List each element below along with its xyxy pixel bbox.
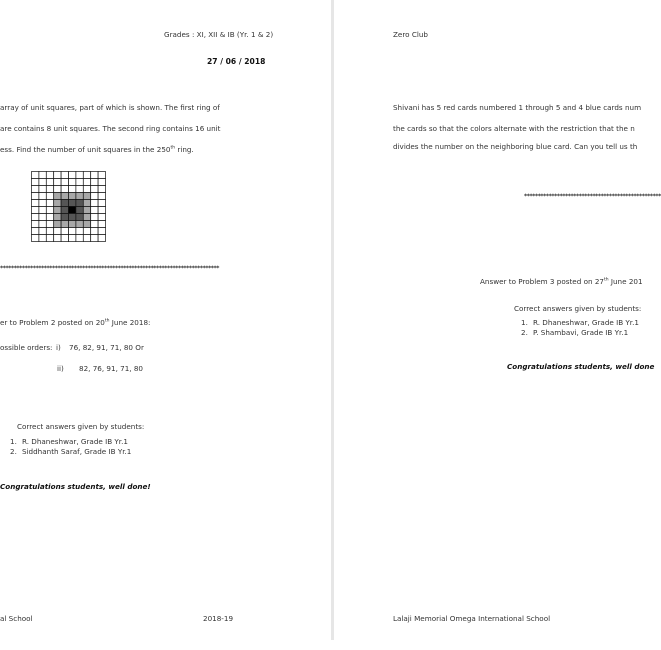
ring-square	[76, 221, 83, 228]
unit-square	[46, 235, 53, 242]
option-2-value: 82, 76, 91, 71, 80	[79, 364, 144, 373]
unit-square	[39, 179, 46, 186]
ring-square	[69, 221, 76, 228]
unit-square	[32, 235, 39, 242]
student-item: 1. R. Dhaneshwar, Grade IB Yr.1	[521, 318, 639, 327]
option-1-value: 76, 82, 91, 71, 80 Or	[69, 343, 144, 352]
unit-square	[98, 235, 105, 242]
unit-square	[39, 172, 46, 179]
orders-label: ossible orders:	[0, 343, 53, 352]
ring-square	[54, 207, 61, 214]
unit-square	[83, 186, 90, 193]
unit-square	[46, 179, 53, 186]
unit-square	[46, 228, 53, 235]
unit-square	[54, 172, 61, 179]
ring-square	[54, 221, 61, 228]
unit-square	[98, 214, 105, 221]
unit-square	[98, 179, 105, 186]
unit-square	[69, 228, 76, 235]
ring-square	[54, 200, 61, 207]
option-2-label: ii)	[57, 364, 64, 373]
unit-square	[61, 172, 68, 179]
problem-line-1: array of unit squares, part of which is shown. The first ring of	[0, 103, 220, 112]
unit-square	[54, 235, 61, 242]
right-page	[336, 0, 661, 650]
unit-square	[39, 228, 46, 235]
ring-square	[54, 214, 61, 221]
unit-square	[46, 200, 53, 207]
header-grades: Grades : XI, XII & IB (Yr. 1 & 2)	[164, 30, 274, 39]
unit-square	[54, 179, 61, 186]
unit-square	[32, 221, 39, 228]
unit-square	[46, 172, 53, 179]
unit-square	[69, 179, 76, 186]
center-square	[69, 207, 76, 214]
unit-square	[98, 221, 105, 228]
problem-date: 27 / 06 / 2018	[207, 57, 266, 66]
ring-grid-figure	[31, 171, 107, 247]
unit-square	[91, 214, 98, 221]
unit-square	[32, 186, 39, 193]
unit-square	[32, 214, 39, 221]
ring-square	[61, 200, 68, 207]
ring-square	[69, 193, 76, 200]
option-1-label: i)	[56, 343, 61, 352]
footer-school: al School	[0, 614, 33, 623]
ring-square	[69, 214, 76, 221]
unit-square	[39, 193, 46, 200]
ring-square	[83, 221, 90, 228]
unit-square	[32, 200, 39, 207]
ring-square	[76, 193, 83, 200]
unit-square	[76, 228, 83, 235]
student-item: 2. P. Shambavi, Grade IB Yr.1	[521, 328, 629, 337]
unit-square	[69, 186, 76, 193]
unit-square	[76, 172, 83, 179]
ring-square	[76, 214, 83, 221]
ring-square	[76, 200, 83, 207]
unit-square	[83, 172, 90, 179]
ring-square	[61, 214, 68, 221]
student-item: 1. R. Dhaneshwar, Grade IB Yr.1	[10, 437, 128, 446]
unit-square	[61, 179, 68, 186]
unit-square	[46, 221, 53, 228]
unit-square	[98, 172, 105, 179]
unit-square	[32, 193, 39, 200]
ring-grid-svg	[31, 171, 107, 243]
unit-square	[98, 200, 105, 207]
unit-square	[91, 207, 98, 214]
unit-square	[76, 186, 83, 193]
unit-square	[91, 228, 98, 235]
unit-square	[61, 186, 68, 193]
answer-heading: Answer to Problem 3 posted on 27th June 201	[480, 277, 643, 286]
unit-square	[76, 235, 83, 242]
unit-square	[39, 221, 46, 228]
unit-square	[98, 186, 105, 193]
unit-square	[76, 179, 83, 186]
answer-heading: er to Problem 2 posted on 20th June 2018:	[0, 318, 151, 327]
ring-square	[69, 200, 76, 207]
unit-square	[61, 235, 68, 242]
ring-square	[61, 221, 68, 228]
header-club: Zero Club	[393, 30, 428, 39]
unit-square	[91, 221, 98, 228]
unit-square	[91, 179, 98, 186]
problem-line-2: are contains 8 unit squares. The second ring contains 16 unit	[0, 124, 221, 133]
problem-line-3: ess. Find the number of unit squares in the 250th ring.	[0, 145, 194, 154]
unit-square	[98, 207, 105, 214]
problem-line-1: Shivani has 5 red cards numbered 1 through 5 and 4 blue cards num	[393, 103, 642, 112]
unit-square	[91, 193, 98, 200]
unit-square	[54, 228, 61, 235]
footer-school: Lalaji Memorial Omega International School	[393, 614, 551, 623]
unit-square	[61, 228, 68, 235]
ring-square	[61, 193, 68, 200]
ring-square	[83, 200, 90, 207]
unit-square	[46, 186, 53, 193]
unit-square	[32, 179, 39, 186]
unit-square	[83, 228, 90, 235]
unit-square	[32, 172, 39, 179]
problem-line-3: divides the number on the neighboring blue card. Can you tell us th	[393, 142, 638, 151]
unit-square	[32, 207, 39, 214]
unit-square	[39, 186, 46, 193]
unit-square	[46, 214, 53, 221]
ring-square	[61, 207, 68, 214]
ring-square	[83, 207, 90, 214]
unit-square	[39, 200, 46, 207]
congrats-message: Congratulations students, well done!	[0, 482, 151, 491]
unit-square	[39, 235, 46, 242]
student-list	[521, 318, 639, 338]
footer-year: 2018-19	[203, 614, 234, 623]
unit-square	[32, 228, 39, 235]
unit-square	[91, 235, 98, 242]
congrats-message: Congratulations students, well done	[507, 362, 655, 371]
ring-square	[54, 193, 61, 200]
page-divider	[331, 0, 334, 640]
unit-square	[46, 207, 53, 214]
correct-answers-heading: Correct answers given by students:	[514, 304, 642, 313]
unit-square	[83, 235, 90, 242]
ring-square	[83, 193, 90, 200]
ring-square	[76, 207, 83, 214]
unit-square	[39, 214, 46, 221]
separator-stars: **************************************************	[524, 193, 661, 200]
unit-square	[46, 193, 53, 200]
student-list	[10, 437, 131, 457]
separator-stars: ********************************************************************************	[0, 265, 220, 272]
unit-square	[69, 235, 76, 242]
correct-answers-heading: Correct answers given by students:	[17, 422, 145, 431]
unit-square	[91, 186, 98, 193]
problem-line-2: the cards so that the colors alternate with the restriction that the n	[393, 124, 635, 133]
unit-square	[83, 179, 90, 186]
unit-square	[98, 193, 105, 200]
unit-square	[98, 228, 105, 235]
unit-square	[91, 200, 98, 207]
ring-square	[83, 214, 90, 221]
unit-square	[54, 186, 61, 193]
unit-square	[39, 207, 46, 214]
student-item: 2. Siddhanth Saraf, Grade IB Yr.1	[10, 447, 132, 456]
unit-square	[69, 172, 76, 179]
unit-square	[91, 172, 98, 179]
